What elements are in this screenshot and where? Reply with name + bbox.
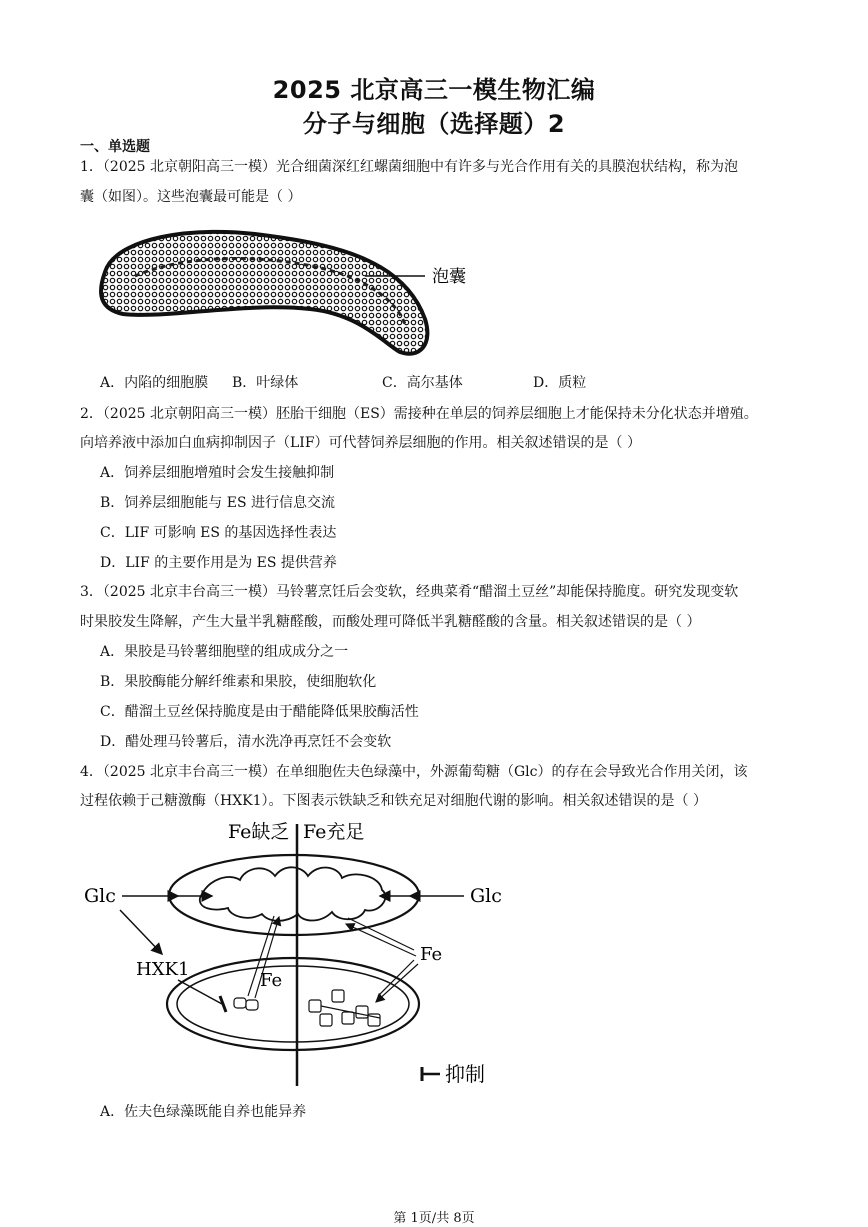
fe-sufficient-label: Fe充足: [303, 821, 365, 843]
bacterium-cell-body: [101, 232, 427, 354]
glc-to-hxk1-arrow: [120, 910, 162, 954]
fe-inner-label: Fe: [260, 970, 283, 991]
q3-line-2: 时果胶发生降解，产生大量半乳糖醛酸，而酸处理可降低半乳糖醛酸的含量。相关叙述错误的是（ ）: [80, 614, 701, 630]
chloroplast-inner: [177, 966, 409, 1042]
inhibit-legend-label: 抑制: [445, 1062, 485, 1086]
q1-option-d: D．质粒: [533, 375, 587, 391]
q4-line-1: 4．（2025 北京丰台高三一模）在单细胞佐夫色绿藻中，外源葡萄糖（Glc）的存在会导致光合作用关闭，该: [80, 764, 748, 780]
q2-option-d: D．LIF 的主要作用是为 ES 提供营养: [100, 555, 337, 571]
q1-line-2: 囊（如图）。这些泡囊最可能是（ ）: [80, 189, 302, 205]
q1-option-c: C．高尔基体: [382, 375, 463, 391]
q4-option-a: A．佐夫色绿藻既能自养也能异养: [100, 1104, 307, 1120]
q3-option-b: B．果胶酶能分解纤维素和果胶，使细胞软化: [100, 674, 377, 690]
q2-line-1: 2．（2025 北京朝阳高三一模）胚胎干细胞（ES）需接种在单层的饲养层细胞上才能保持未分化状态并增殖。: [80, 406, 758, 422]
mitochondrion-cristae: [200, 867, 386, 920]
document-subtitle: 分子与细胞（选择题）2: [302, 110, 566, 138]
q2-option-a: A．饲养层细胞增殖时会发生接触抑制: [100, 465, 335, 481]
q3-option-d: D．醋处理马铃薯后，清水洗净再烹饪不会变软: [100, 734, 392, 750]
fe-right-label: Fe: [420, 944, 443, 965]
section-heading: 一、单选题: [80, 139, 150, 155]
q3-line-1: 3．（2025 北京丰台高三一模）马铃薯烹饪后会变软，经典菜肴“醋溜土豆丝”却能保持脆度。研究发现变软: [80, 584, 739, 600]
iron-metabolism-figure: [80, 818, 520, 1090]
fe-deficient-label: Fe缺乏: [228, 821, 290, 843]
glc-left-label: Glc: [84, 885, 116, 907]
page-number-footer: 第 1页/共 8页: [393, 1211, 475, 1226]
chloroplast-outer: [167, 958, 419, 1050]
thylakoid-stack-sufficient: [309, 990, 380, 1026]
hxk1-inhibition-line: [178, 980, 222, 1004]
q1-option-b: B．叶绿体: [232, 375, 299, 391]
document-title: 2025 北京高三一模生物汇编: [272, 76, 596, 104]
q1-line-1: 1．（2025 北京朝阳高三一模）光合细菌深红红螺菌细胞中有许多与光合作用有关的具膜泡状结构，称为泡: [80, 159, 738, 175]
q2-option-b: B．饲养层细胞能与 ES 进行信息交流: [100, 495, 335, 511]
q2-line-2: 向培养液中添加白血病抑制因子（LIF）可代替饲养层细胞的作用。相关叙述错误的是（ ）: [80, 435, 641, 451]
q2-option-c: C．LIF 可影响 ES 的基因选择性表达: [100, 525, 337, 541]
vesicle-figure: [95, 214, 495, 364]
vesicle-label: 泡囊: [432, 267, 466, 287]
q3-option-a: A．果胶是马铃薯细胞壁的组成成分之一: [100, 644, 349, 660]
glc-right-label: Glc: [470, 885, 502, 907]
q3-option-c: C．醋溜土豆丝保持脆度是由于醋能降低果胶酶活性: [100, 704, 419, 720]
thylakoid-stack-deficient: [234, 998, 258, 1010]
q4-line-2: 过程依赖于己糖激酶（HXK1）。下图表示铁缺乏和铁充足对细胞代谢的影响。相关叙述错误的是（ ）: [80, 793, 707, 809]
q1-option-a: A．内陷的细胞膜: [100, 375, 209, 391]
hxk1-label: HXK1: [136, 959, 190, 980]
